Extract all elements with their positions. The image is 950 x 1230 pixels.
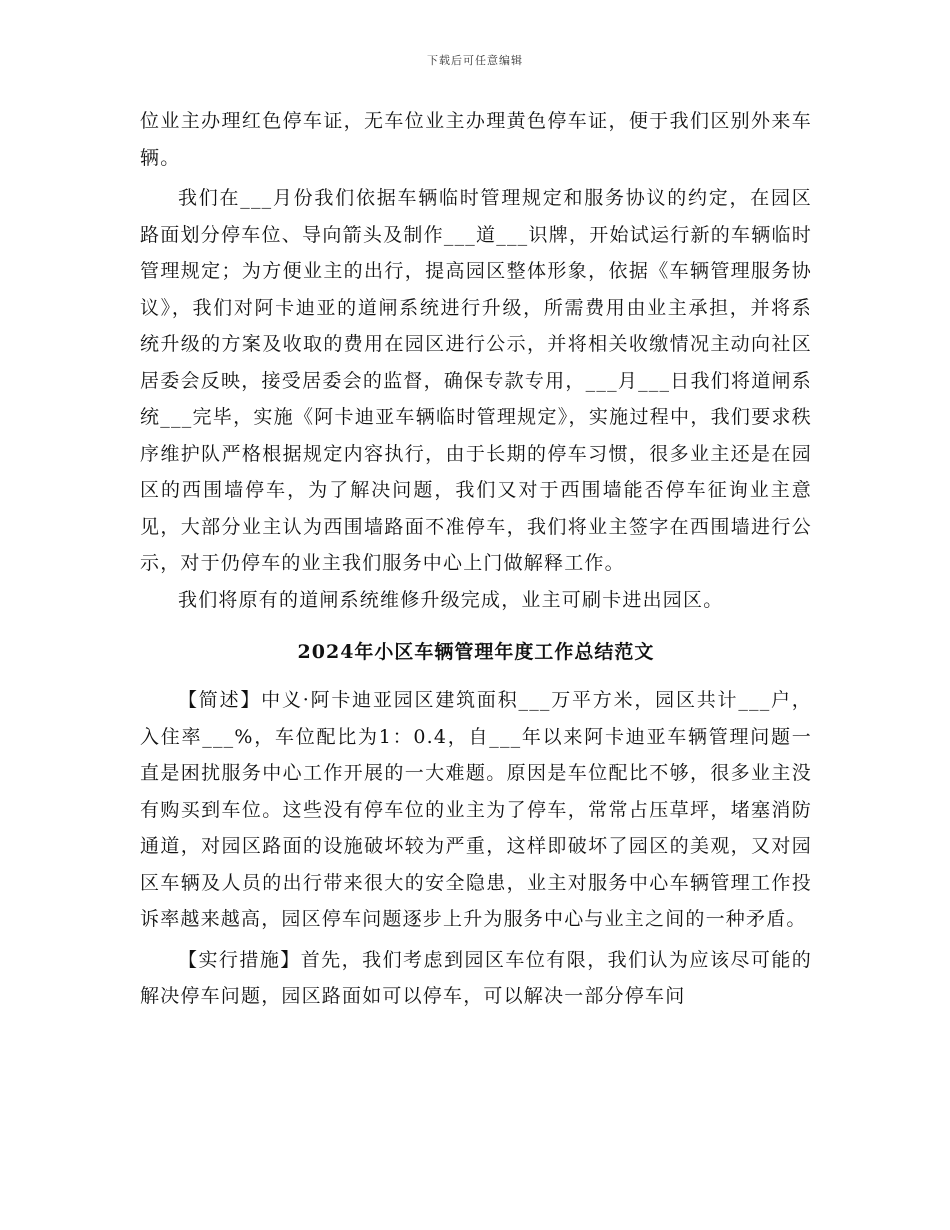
paragraph-measures: 【实行措施】首先，我们考虑到园区车位有限，我们认为应该尽可能的解决停车问题，园区路面如可以停车，可以解决一部分停车问 [140, 948, 812, 1007]
paragraph-continuation: 位业主办理红色停车证，无车位业主办理黄色停车证，便于我们区别外来车辆。 [140, 110, 812, 169]
paragraph-summary: 【简述】中义·阿卡迪亚园区建筑面积___万平方米，园区共计___户，入住率___%，车位配比为1：0.4，自___年以来阿卡迪亚车辆管理问题一直是困扰服务中心工作开展的一大难题。原因是车位配比不够，很多业主没有购买到车位。这些没有停车位的业主为了停车，常常占压草坪，堵塞消防通道，对园区路面的设施破坏较为严重，这样即破坏了园区的美观，又对园区车辆及人员的出行带来很大的安全隐患，业主对服务中心车辆管理工作投诉率越来越高，园区停车问题逐步上升为服务中心与业主之间的一种矛盾。 [140, 689, 812, 930]
document-title: 2024年小区车辆管理年度工作总结范文 [297, 641, 655, 663]
document-body [140, 103, 812, 1015]
paragraph-gate-system: 我们在___月份我们依据车辆临时管理规定和服务协议的约定，在园区路面划分停车位、导向箭头及制作___道___识牌，开始试运行新的车辆临时管理规定；为方便业主的出行，提高园区整体形象，依据《车辆管理服务协议》，我们对阿卡迪亚的道闸系统进行升级，所需费用由业主承担，并将系统升级的方案及收取的费用在园区进行公示，并将相关收缴情况主动向社区居委会反映，接受居委会的监督，确保专款专用，___月___日我们将道闸系统___完毕，实施《阿卡迪亚车辆临时管理规定》，实施过程中，我们要求秩序维护队严格根据规定内容执行，由于长期的停车习惯，很多业主还是在园区的西围墙停车，为了解决问题，我们又对于西围墙能否停车征询业主意见，大部分业主认为西围墙路面不准停车，我们将业主签字在西围墙进行公示，对于仍停车的业主我们服务中心上门做解释工作。 [140, 187, 812, 574]
paragraph-upgrade-complete: 我们将原有的道闸系统维修升级完成，业主可刷卡进出园区。 [178, 588, 724, 611]
page-header: 下载后可任意编辑 [427, 54, 523, 67]
